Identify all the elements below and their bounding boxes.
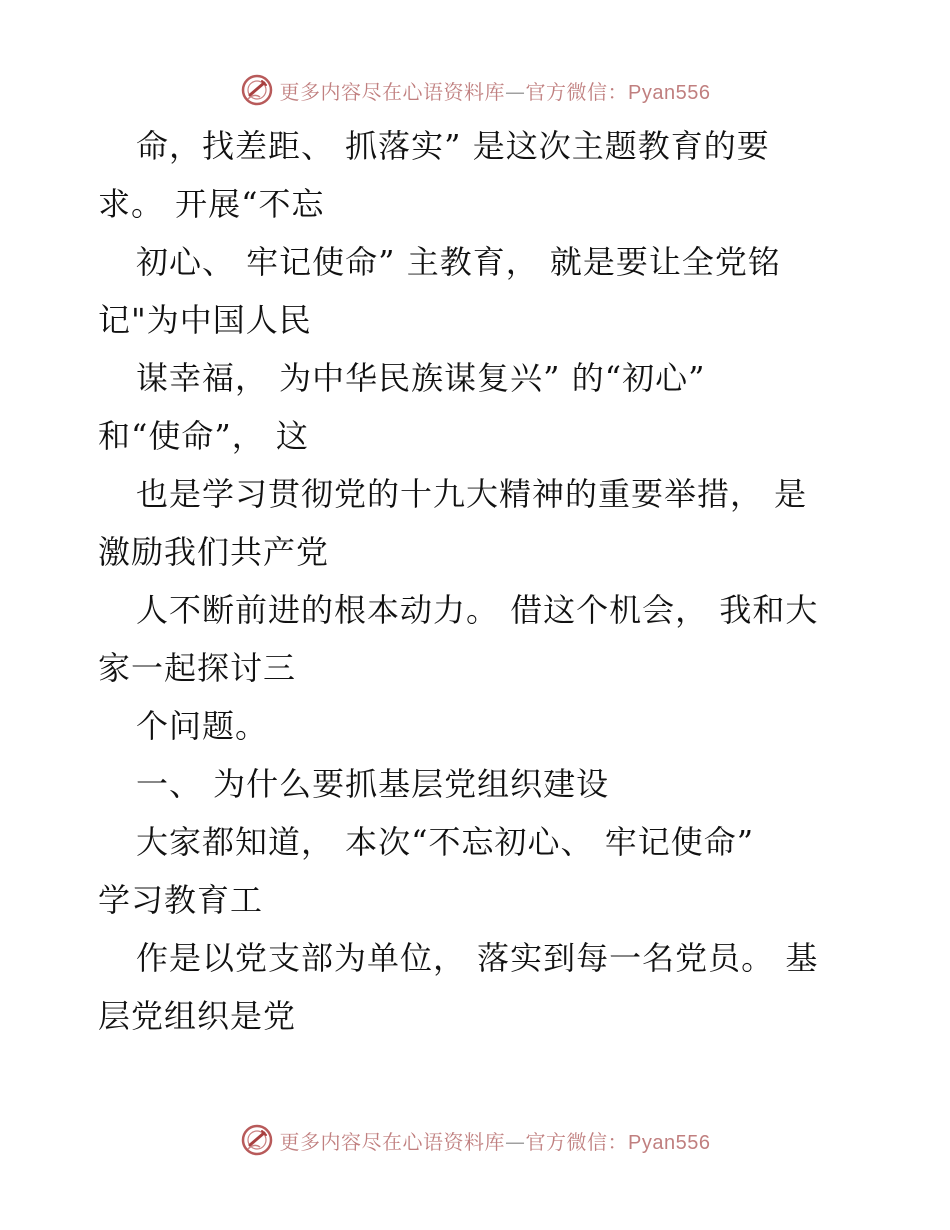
banner-wechat-label: 官方微信：	[525, 79, 629, 104]
text-line: 记"为中国人民	[98, 301, 312, 339]
section-heading: 一、 为什么要抓基层党组织建设	[136, 765, 610, 803]
banner-separator: —	[505, 79, 526, 104]
text-line: 作是以党支部为单位， 落实到每一名党员。 基	[136, 939, 819, 977]
banner-separator: —	[505, 1129, 526, 1154]
banner-main-text: 更多内容尽在心语资料库	[279, 79, 506, 104]
footer-banner	[0, 1120, 950, 1160]
banner-wechat-id: Pyan556	[628, 1131, 711, 1154]
text-line: 和“使命”， 这	[98, 417, 309, 455]
text-line: 也是学习贯彻党的十九大精神的重要举措， 是	[136, 475, 808, 513]
text-line: 命，找差距、 抓落实” 是这次主题教育的要	[136, 127, 770, 165]
text-line: 学习教育工	[98, 881, 264, 919]
banner-wechat-id: Pyan556	[628, 81, 711, 104]
text-line: 初心、 牢记使命” 主教育， 就是要让全党铭	[136, 243, 781, 281]
text-line: 谋幸福， 为中华民族谋复兴” 的“初心”	[136, 359, 706, 397]
header-banner	[0, 70, 950, 110]
text-line: 家一起探讨三	[98, 649, 297, 687]
banner-text	[280, 76, 711, 105]
banner-main-text: 更多内容尽在心语资料库	[279, 1129, 506, 1154]
text-line: 个问题。	[136, 707, 269, 745]
text-line: 大家都知道， 本次“不忘初心、 牢记使命”	[136, 823, 755, 861]
banner-wechat-label: 官方微信：	[525, 1129, 629, 1154]
text-line: 激励我们共产党	[98, 533, 330, 571]
banner-text	[280, 1126, 711, 1155]
text-line: 求。 开展“不忘	[98, 185, 325, 223]
text-line: 层党组织是党	[98, 997, 297, 1035]
stamp-logo-icon	[240, 1123, 274, 1157]
stamp-logo-icon	[240, 73, 274, 107]
text-line: 人不断前进的根本动力。 借这个机会， 我和大	[136, 591, 819, 629]
